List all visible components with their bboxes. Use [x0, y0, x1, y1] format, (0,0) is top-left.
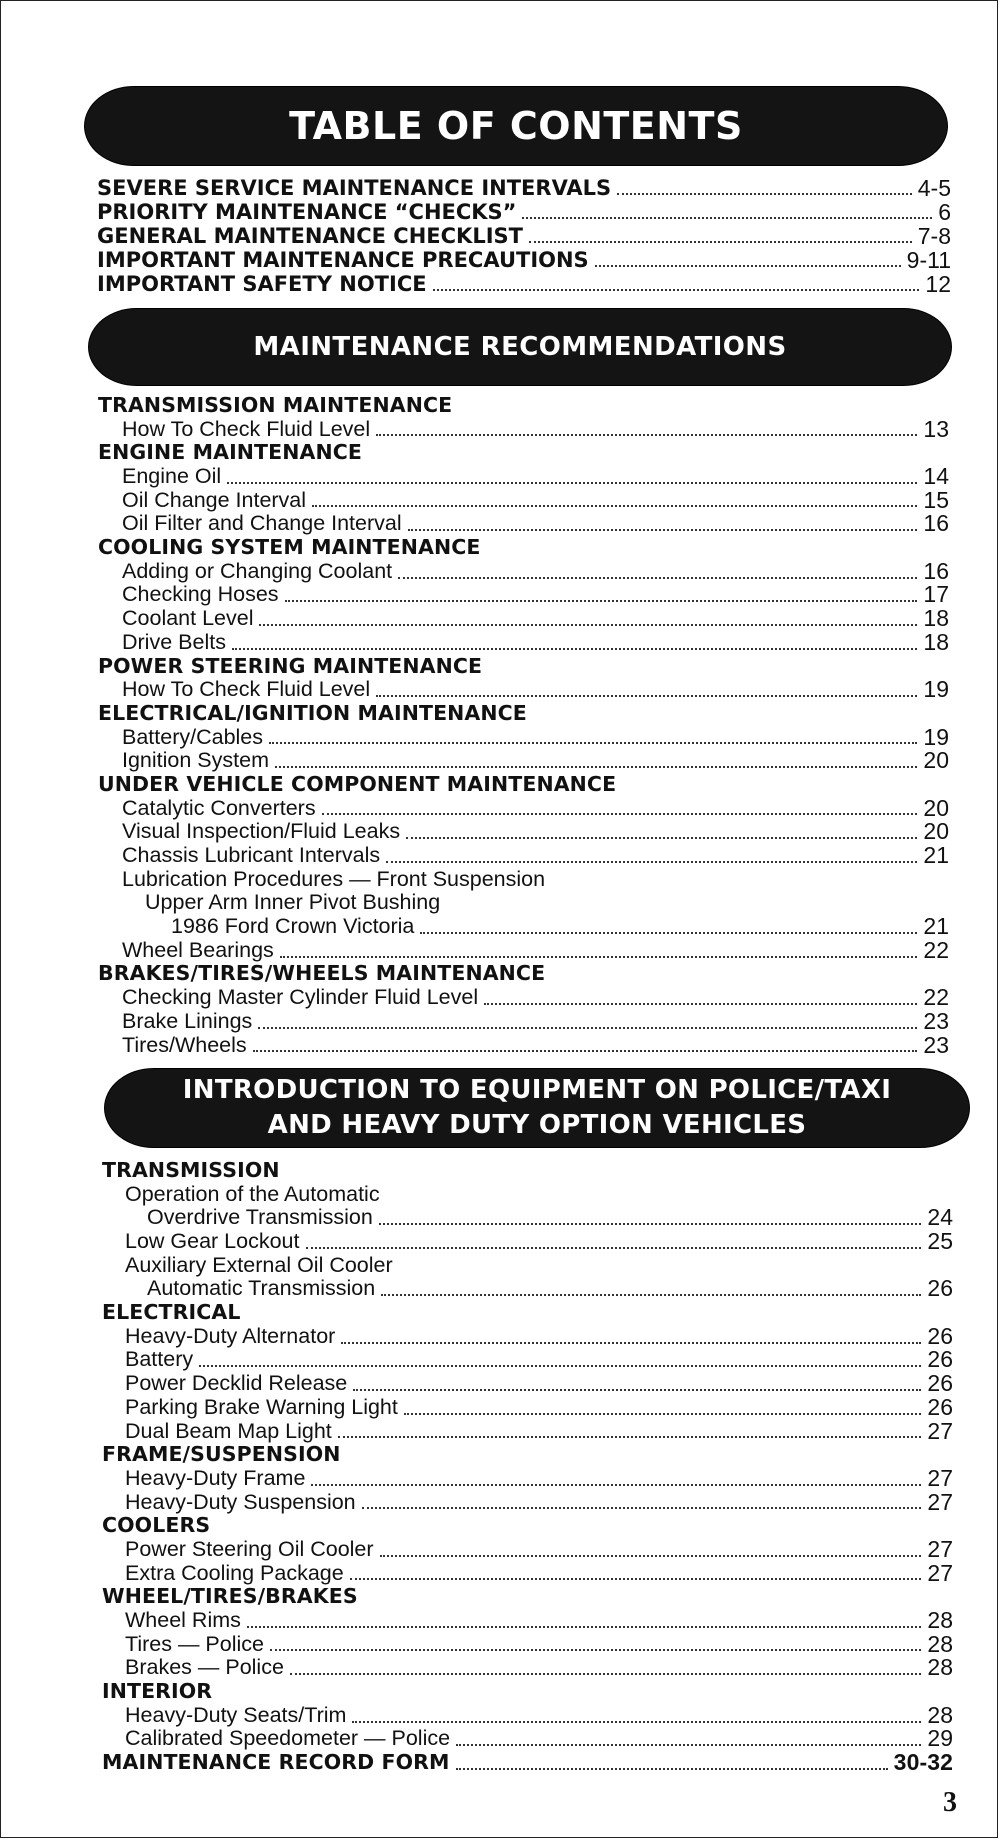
toc-entry-row [1, 936, 998, 963]
toc-entry-label: Heavy-Duty Frame [125, 1465, 306, 1490]
toc-entry-row [1, 1701, 998, 1728]
toc-main-list [1, 176, 998, 296]
toc-entry-page: 25 [927, 1228, 953, 1255]
toc-entry-label: Chassis Lubricant Intervals [122, 843, 381, 868]
toc-entry-page: 12 [925, 271, 951, 297]
toc-entry-page: 16 [923, 557, 949, 584]
toc-entry-label: ELECTRICAL/IGNITION MAINTENANCE [98, 700, 527, 725]
toc-entry-row [1, 557, 998, 584]
toc-entry-row [1, 1656, 998, 1680]
dot-leader [232, 648, 917, 650]
toc-entry-row [1, 723, 998, 750]
toc-entry-page: 28 [927, 1630, 953, 1657]
dot-leader [341, 1342, 921, 1344]
toc-entry-row [1, 1206, 998, 1230]
toc-entry-page: 26 [927, 1275, 953, 1302]
toc-entry-row [1, 176, 998, 200]
dot-leader [376, 434, 917, 436]
toc-entry-page: 27 [927, 1417, 953, 1444]
toc-entry-row [1, 200, 998, 224]
dot-leader [484, 1003, 917, 1005]
page-number: 3 [943, 1787, 957, 1818]
toc-entry-page: 13 [923, 415, 949, 442]
toc-entry-label: IMPORTANT SAFETY NOTICE [97, 272, 427, 296]
intro-banner-line1: INTRODUCTION TO EQUIPMENT ON POLICE/TAXI [182, 1075, 892, 1105]
toc-entry-label: Engine Oil [122, 464, 222, 489]
toc-entry-label: TRANSMISSION [102, 1157, 280, 1182]
toc-entry-page: 17 [923, 581, 949, 608]
toc-entry-label: Wheel Rims [125, 1608, 241, 1633]
dot-leader [408, 529, 918, 531]
toc-entry-page: 18 [923, 628, 949, 655]
toc-entry-label: SEVERE SERVICE MAINTENANCE INTERVALS [97, 176, 612, 200]
toc-entry-row [1, 794, 998, 821]
toc-entry-row [1, 986, 998, 1010]
toc-entry-label: Dual Beam Map Light [125, 1418, 332, 1443]
toc-heading-row [1, 1585, 998, 1609]
toc-entry-label: Ignition System [122, 748, 269, 773]
toc-entry-page: 24 [927, 1204, 953, 1231]
toc-entry-label: Oil Change Interval [122, 487, 307, 512]
toc-entry-row [1, 581, 998, 608]
toc-entry-label: Adding or Changing Coolant [122, 558, 393, 583]
dot-leader [456, 1768, 888, 1770]
toc-entry-row [1, 1277, 998, 1301]
toc-entry-label: Battery [125, 1347, 194, 1372]
dot-leader [338, 1436, 922, 1438]
toc-entry-label: Brake Linings [122, 1008, 253, 1033]
toc-entry-page: 27 [927, 1488, 953, 1515]
toc-entry-label: Parking Brake Warning Light [125, 1394, 398, 1419]
toc-entry-label: FRAME/SUSPENSION [102, 1442, 341, 1467]
dot-leader [350, 1578, 922, 1580]
toc-entry-page: 4-5 [917, 175, 951, 201]
toc-entry-row [1, 272, 998, 296]
toc-entry-label: Visual Inspection/Fluid Leaks [122, 819, 401, 844]
dot-leader [270, 1649, 921, 1651]
toc-entry-page: 27 [927, 1535, 953, 1562]
dot-leader [386, 861, 917, 863]
toc-entry-page: 26 [927, 1393, 953, 1420]
toc-entry-label: Drive Belts [122, 629, 226, 654]
toc-entry-row [1, 844, 998, 868]
toc-entry-page: 19 [923, 676, 949, 703]
toc-heading-row [1, 1751, 998, 1775]
toc-entry-row [1, 1031, 998, 1058]
dot-leader [456, 1744, 921, 1746]
toc-entry-row [1, 915, 998, 939]
dot-leader [259, 624, 917, 626]
dot-leader [306, 1247, 922, 1249]
dot-leader [253, 1050, 918, 1052]
toc-entry-row [1, 1535, 998, 1562]
toc-entry-row [1, 248, 998, 272]
toc-entry-label: BRAKES/TIRES/WHEELS MAINTENANCE [98, 961, 546, 986]
toc-entry-page: 20 [923, 794, 949, 821]
dot-leader [352, 1721, 921, 1723]
toc-entry-label: PRIORITY MAINTENANCE “CHECKS” [97, 200, 517, 224]
toc-heading-row [1, 1680, 998, 1704]
toc-entry-label: Overdrive Transmission [147, 1205, 373, 1230]
dot-leader [406, 837, 917, 839]
dot-leader [275, 766, 917, 768]
toc-entry-label: Coolant Level [122, 606, 254, 631]
toc-entry-page: 18 [923, 605, 949, 632]
toc-entry-row [1, 224, 998, 248]
dot-leader [617, 193, 912, 195]
toc-entry-row [1, 1183, 998, 1207]
dot-leader [381, 1294, 921, 1296]
toc-entry-label: Checking Master Cylinder Fluid Level [122, 985, 479, 1010]
toc-entry-page: 26 [927, 1370, 953, 1397]
toc-entry-row [1, 465, 998, 489]
dot-leader [522, 217, 932, 219]
toc-heading-row [1, 441, 998, 465]
maintenance-list [1, 394, 998, 1057]
toc-entry-label: Catalytic Converters [122, 795, 316, 820]
toc-entry-row [1, 749, 998, 773]
toc-entry-label: UNDER VEHICLE COMPONENT MAINTENANCE [98, 771, 617, 796]
toc-entry-page: 22 [923, 936, 949, 963]
toc-entry-label: How To Check Fluid Level [122, 416, 371, 441]
toc-heading-row [1, 1301, 998, 1325]
toc-entry-label: Tires — Police [125, 1631, 264, 1656]
toc-entry-page: 21 [923, 913, 949, 940]
toc-entry-page: 16 [923, 510, 949, 537]
toc-entry-label: ELECTRICAL [102, 1300, 241, 1325]
toc-entry-label: IMPORTANT MAINTENANCE PRECAUTIONS [97, 248, 589, 272]
toc-entry-row [1, 1007, 998, 1034]
toc-entry-label: Battery/Cables [122, 724, 264, 749]
toc-entry-page: 6 [938, 199, 951, 225]
toc-entry-page: 7-8 [917, 223, 951, 249]
toc-entry-label: POWER STEERING MAINTENANCE [98, 653, 483, 678]
dot-leader [258, 1027, 917, 1029]
dot-leader [420, 932, 917, 934]
toc-entry-label: Heavy-Duty Suspension [125, 1489, 356, 1514]
dot-leader [247, 1626, 922, 1628]
toc-entry-label: Brakes — Police [125, 1655, 284, 1680]
toc-entry-page: 20 [923, 747, 949, 774]
dot-leader [379, 1223, 922, 1225]
toc-entry-page: 9-11 [906, 247, 951, 273]
toc-heading-row [1, 655, 998, 679]
toc-entry-label: Heavy-Duty Alternator [125, 1323, 336, 1348]
toc-entry-row [1, 1230, 998, 1254]
toc-entry-page: 22 [923, 984, 949, 1011]
dot-leader [380, 1555, 922, 1557]
dot-leader [312, 505, 917, 507]
dot-leader [404, 1413, 922, 1415]
toc-entry-page: 21 [923, 842, 949, 869]
toc-entry-row [1, 820, 998, 844]
toc-heading-row [1, 1514, 998, 1538]
dot-leader [290, 1673, 921, 1675]
dot-leader [376, 695, 917, 697]
toc-entry-label: Tires/Wheels [122, 1032, 247, 1057]
toc-entry-page: 28 [927, 1654, 953, 1681]
toc-entry-label: Auxiliary External Oil Cooler [125, 1252, 393, 1277]
toc-entry-row [1, 1254, 998, 1278]
toc-entry-label: Checking Hoses [122, 582, 279, 607]
maintenance-banner [89, 309, 951, 385]
toc-entry-label: COOLING SYSTEM MAINTENANCE [98, 535, 481, 560]
toc-heading-row [1, 536, 998, 560]
toc-entry-page: 15 [923, 486, 949, 513]
toc-entry-label: Wheel Bearings [122, 937, 274, 962]
toc-entry-page: 27 [927, 1464, 953, 1491]
toc-entry-label: Upper Arm Inner Pivot Bushing [145, 890, 441, 915]
toc-entry-page: 20 [923, 818, 949, 845]
toc-entry-row [1, 868, 998, 892]
toc-entry-page: 30-32 [893, 1749, 953, 1776]
toc-entry-label: 1986 Ford Crown Victoria [171, 914, 415, 939]
toc-entry-row [1, 1559, 998, 1586]
toc-entry-page: 26 [927, 1346, 953, 1373]
toc-entry-page: 28 [927, 1701, 953, 1728]
toc-entry-page: 26 [927, 1322, 953, 1349]
toc-entry-label: INTERIOR [102, 1679, 213, 1704]
toc-entry-row [1, 678, 998, 702]
toc-entry-label: ENGINE MAINTENANCE [98, 440, 362, 465]
toc-entry-page: 23 [923, 1007, 949, 1034]
intro-banner-line2: AND HEAVY DUTY OPTION VEHICLES [267, 1110, 807, 1140]
toc-entry-label: Automatic Transmission [147, 1276, 376, 1301]
dot-leader [595, 265, 901, 267]
toc-entry-row [1, 607, 998, 631]
toc-entry-page: 14 [923, 463, 949, 490]
toc-entry-label: Low Gear Lockout [125, 1229, 300, 1254]
dot-leader [269, 742, 917, 744]
toc-entry-page: 27 [927, 1559, 953, 1586]
toc-heading-row [1, 1443, 998, 1467]
intro-banner [105, 1069, 969, 1147]
toc-entry-row [1, 1346, 998, 1373]
toc-entry-row [1, 1725, 998, 1752]
toc-entry-row [1, 1372, 998, 1396]
toc-entry-row [1, 415, 998, 442]
toc-entry-row [1, 486, 998, 513]
dot-leader [311, 1484, 921, 1486]
dot-leader [285, 600, 918, 602]
dot-leader [529, 241, 912, 243]
toc-entry-label: Calibrated Speedometer — Police [125, 1726, 451, 1751]
toc-entry-page: 28 [927, 1607, 953, 1634]
toc-entry-label: Power Decklid Release [125, 1371, 348, 1396]
dot-leader [398, 577, 917, 579]
toc-heading-row [1, 1159, 998, 1183]
toc-entry-label: GENERAL MAINTENANCE CHECKLIST [97, 224, 523, 248]
toc-entry-row [1, 1322, 998, 1349]
dot-leader [227, 482, 917, 484]
toc-entry-row [1, 512, 998, 536]
toc-entry-label: How To Check Fluid Level [122, 677, 371, 702]
toc-entry-row [1, 891, 998, 915]
toc-entry-label: MAINTENANCE RECORD FORM [102, 1750, 450, 1775]
toc-entry-label: Extra Cooling Package [125, 1560, 344, 1585]
toc-entry-row [1, 1464, 998, 1491]
toc-entry-row [1, 1417, 998, 1444]
toc-entry-label: TRANSMISSION MAINTENANCE [98, 392, 453, 417]
toc-heading-row [1, 773, 998, 797]
toc-title: TABLE OF CONTENTS [289, 104, 743, 148]
toc-entry-label: Heavy-Duty Seats/Trim [125, 1702, 347, 1727]
toc-entry-label: Lubrication Procedures — Front Suspension [122, 866, 546, 891]
toc-entry-label: Operation of the Automatic [125, 1181, 380, 1206]
dot-leader [280, 956, 918, 958]
toc-entry-row [1, 1630, 998, 1657]
maintenance-banner-title: MAINTENANCE RECOMMENDATIONS [253, 332, 787, 362]
dot-leader [199, 1365, 921, 1367]
toc-heading-row [1, 702, 998, 726]
dot-leader [433, 289, 920, 291]
toc-entry-page: 19 [923, 723, 949, 750]
toc-entry-page: 29 [927, 1725, 953, 1752]
toc-entry-label: WHEEL/TIRES/BRAKES [102, 1584, 358, 1609]
dot-leader [353, 1389, 921, 1391]
toc-entry-label: COOLERS [102, 1513, 211, 1538]
dot-leader [322, 813, 918, 815]
toc-heading-row [1, 963, 998, 987]
toc-entry-label: Power Steering Oil Cooler [125, 1536, 374, 1561]
toc-entry-page: 23 [923, 1031, 949, 1058]
intro-list [1, 1159, 998, 1775]
toc-heading-row [1, 394, 998, 418]
toc-entry-label: Oil Filter and Change Interval [122, 511, 402, 536]
toc-entry-row [1, 1488, 998, 1515]
toc-entry-row [1, 1393, 998, 1420]
dot-leader [362, 1507, 922, 1509]
toc-entry-row [1, 1609, 998, 1633]
toc-entry-row [1, 628, 998, 655]
toc-title-banner [85, 87, 947, 165]
